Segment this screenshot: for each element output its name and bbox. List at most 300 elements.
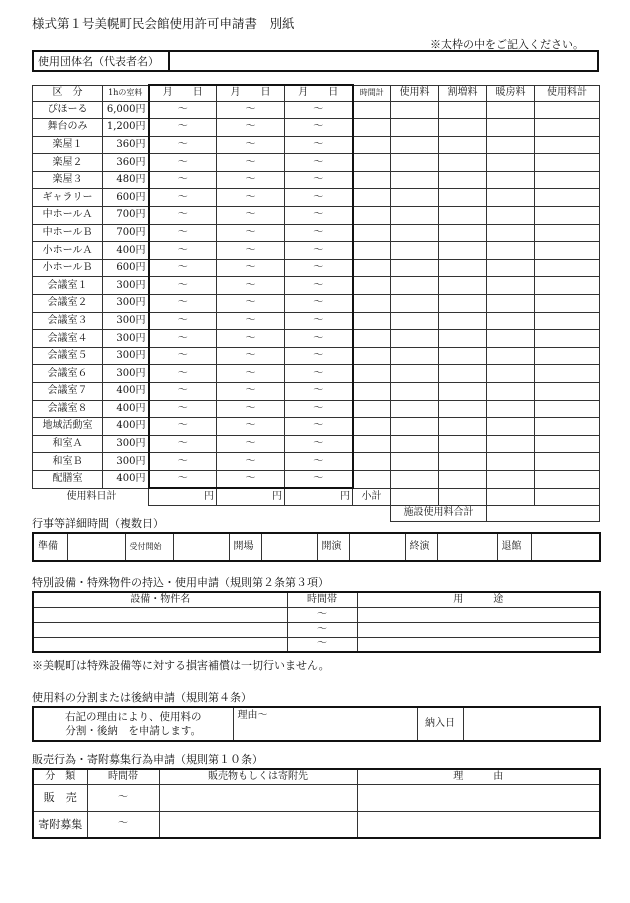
room-date-3[interactable]: 〜	[285, 365, 353, 383]
room-date-1[interactable]: 〜	[149, 119, 217, 137]
room-surcharge	[439, 119, 487, 137]
room-date-3[interactable]: 〜	[285, 435, 353, 453]
room-time-total	[353, 453, 391, 471]
room-row	[33, 207, 600, 225]
room-date-2[interactable]: 〜	[217, 330, 285, 348]
equipment-row	[33, 637, 600, 652]
room-heating	[487, 101, 535, 119]
payment-reason-label: 理由〜	[237, 710, 268, 721]
room-date-1[interactable]: 〜	[149, 242, 217, 260]
sales-reason-donation[interactable]	[357, 811, 600, 838]
room-heating	[487, 330, 535, 348]
room-time-total	[353, 330, 391, 348]
equipment-time-cell[interactable]: 〜	[287, 607, 357, 622]
room-fee-total	[535, 259, 600, 277]
room-date-2[interactable]: 〜	[217, 259, 285, 277]
room-fee-total	[535, 383, 600, 401]
room-date-3[interactable]: 〜	[285, 224, 353, 242]
room-date-3[interactable]: 〜	[285, 295, 353, 313]
header-category: 区 分	[33, 85, 103, 101]
room-hourly-rate: 400円	[103, 242, 149, 260]
header-date-1: 月 日	[149, 85, 217, 101]
room-heating	[487, 189, 535, 207]
equipment-name-cell[interactable]	[33, 622, 287, 637]
room-surcharge	[439, 365, 487, 383]
room-date-2[interactable]: 〜	[217, 295, 285, 313]
room-surcharge	[439, 189, 487, 207]
room-heating	[487, 453, 535, 471]
room-date-1[interactable]: 〜	[149, 207, 217, 225]
room-name: 小ホールＡ	[33, 242, 103, 260]
equipment-name-cell[interactable]	[33, 607, 287, 622]
room-date-3[interactable]: 〜	[285, 383, 353, 401]
equipment-time-cell[interactable]: 〜	[287, 637, 357, 652]
room-surcharge	[439, 312, 487, 330]
room-hourly-rate: 600円	[103, 259, 149, 277]
room-date-1[interactable]: 〜	[149, 277, 217, 295]
room-date-2[interactable]: 〜	[217, 119, 285, 137]
room-date-3[interactable]: 〜	[285, 207, 353, 225]
room-date-2[interactable]: 〜	[217, 136, 285, 154]
room-hourly-rate: 480円	[103, 171, 149, 189]
room-date-3[interactable]: 〜	[285, 154, 353, 172]
room-time-total	[353, 224, 391, 242]
room-surcharge	[439, 224, 487, 242]
sales-time-donation[interactable]: 〜	[87, 811, 159, 838]
room-surcharge	[439, 453, 487, 471]
sales-header-reason: 理 由	[357, 769, 600, 784]
room-time-total	[353, 207, 391, 225]
room-date-2[interactable]: 〜	[217, 242, 285, 260]
equipment-purpose-cell[interactable]	[357, 622, 600, 637]
subtotal-total	[535, 488, 600, 505]
room-surcharge	[439, 259, 487, 277]
room-name: 会議室２	[33, 295, 103, 313]
sales-row-sale	[33, 784, 600, 811]
sales-row-donation	[33, 811, 600, 838]
room-fee-total	[535, 330, 600, 348]
sales-header-item: 販売物もしくは寄附先	[159, 769, 357, 784]
room-row	[33, 418, 600, 436]
room-surcharge	[439, 383, 487, 401]
room-date-3[interactable]: 〜	[285, 119, 353, 137]
room-fee	[391, 101, 439, 119]
room-date-2[interactable]: 〜	[217, 400, 285, 418]
room-date-1[interactable]: 〜	[149, 312, 217, 330]
payment-request-text	[33, 707, 233, 741]
room-hourly-rate: 300円	[103, 453, 149, 471]
room-time-total	[353, 154, 391, 172]
room-name: 楽屋２	[33, 154, 103, 172]
equipment-purpose-cell[interactable]	[357, 607, 600, 622]
room-fee-total	[535, 136, 600, 154]
org-name-table	[32, 50, 599, 72]
room-hourly-rate: 700円	[103, 207, 149, 225]
sales-section-title: 販売行為・寄附募集行為申請（規則第１０条）	[32, 753, 263, 766]
event-label-reception: 受付開始	[125, 533, 173, 561]
equipment-time-cell[interactable]: 〜	[287, 622, 357, 637]
room-surcharge	[439, 470, 487, 488]
room-date-1[interactable]: 〜	[149, 400, 217, 418]
room-date-3[interactable]: 〜	[285, 312, 353, 330]
sales-category-sale: 販 売	[33, 784, 87, 811]
room-date-3[interactable]: 〜	[285, 101, 353, 119]
room-fee-total	[535, 119, 600, 137]
room-date-1[interactable]: 〜	[149, 470, 217, 488]
room-fee-total	[535, 101, 600, 119]
room-date-1[interactable]: 〜	[149, 383, 217, 401]
room-fee	[391, 312, 439, 330]
equipment-section-title: 特別設備・特殊物件の持込・使用申請（規則第２条第３項）	[32, 576, 329, 589]
room-hourly-rate: 300円	[103, 347, 149, 365]
room-date-2[interactable]: 〜	[217, 365, 285, 383]
room-surcharge	[439, 435, 487, 453]
room-surcharge	[439, 207, 487, 225]
room-date-2[interactable]: 〜	[217, 312, 285, 330]
room-time-total	[353, 383, 391, 401]
room-surcharge	[439, 347, 487, 365]
room-name: 会議室１	[33, 277, 103, 295]
event-label-doors: 開場	[229, 533, 261, 561]
usage-table	[32, 84, 600, 522]
room-heating	[487, 171, 535, 189]
room-row	[33, 435, 600, 453]
room-date-1[interactable]: 〜	[149, 295, 217, 313]
room-heating	[487, 470, 535, 488]
equipment-name-cell[interactable]	[33, 637, 287, 652]
room-fee	[391, 259, 439, 277]
room-surcharge	[439, 277, 487, 295]
room-fee	[391, 171, 439, 189]
room-fee	[391, 189, 439, 207]
room-surcharge	[439, 101, 487, 119]
room-time-total	[353, 295, 391, 313]
org-name-label: 使用団体名（代表者名）	[33, 51, 169, 71]
room-date-1[interactable]: 〜	[149, 189, 217, 207]
room-row	[33, 171, 600, 189]
room-row	[33, 101, 600, 119]
room-name: 楽屋３	[33, 171, 103, 189]
payment-table	[32, 706, 601, 742]
room-time-total	[353, 136, 391, 154]
room-heating	[487, 435, 535, 453]
room-fee	[391, 400, 439, 418]
room-date-1[interactable]: 〜	[149, 171, 217, 189]
room-name: 配膳室	[33, 470, 103, 488]
room-date-2[interactable]: 〜	[217, 277, 285, 295]
equipment-header-purpose: 用 途	[357, 592, 600, 607]
equipment-purpose-cell[interactable]	[357, 637, 600, 652]
room-fee-total	[535, 418, 600, 436]
room-fee-total	[535, 347, 600, 365]
room-row	[33, 453, 600, 471]
room-date-2[interactable]: 〜	[217, 101, 285, 119]
room-fee-total	[535, 242, 600, 260]
room-date-2[interactable]: 〜	[217, 189, 285, 207]
room-name: 小ホールＢ	[33, 259, 103, 277]
room-name: 和室Ａ	[33, 435, 103, 453]
room-row	[33, 400, 600, 418]
room-heating	[487, 119, 535, 137]
room-heating	[487, 400, 535, 418]
room-time-total	[353, 312, 391, 330]
room-date-3[interactable]: 〜	[285, 470, 353, 488]
room-date-1[interactable]: 〜	[149, 365, 217, 383]
room-fee	[391, 295, 439, 313]
daily-total-3: 円	[285, 488, 353, 505]
room-surcharge	[439, 418, 487, 436]
room-hourly-rate: 400円	[103, 418, 149, 436]
room-surcharge	[439, 330, 487, 348]
event-field-reception[interactable]	[173, 533, 229, 561]
room-date-1[interactable]: 〜	[149, 453, 217, 471]
room-heating	[487, 347, 535, 365]
room-hourly-rate: 300円	[103, 277, 149, 295]
room-name: 会議室４	[33, 330, 103, 348]
room-row	[33, 277, 600, 295]
room-date-3[interactable]: 〜	[285, 242, 353, 260]
room-date-2[interactable]: 〜	[217, 453, 285, 471]
room-time-total	[353, 470, 391, 488]
room-date-3[interactable]: 〜	[285, 347, 353, 365]
room-hourly-rate: 700円	[103, 224, 149, 242]
room-time-total	[353, 189, 391, 207]
room-date-3[interactable]: 〜	[285, 189, 353, 207]
room-surcharge	[439, 242, 487, 260]
room-fee-total	[535, 470, 600, 488]
room-surcharge	[439, 171, 487, 189]
event-field-start[interactable]	[349, 533, 405, 561]
room-fee	[391, 453, 439, 471]
room-fee	[391, 435, 439, 453]
room-fee	[391, 224, 439, 242]
room-fee-total	[535, 295, 600, 313]
room-hourly-rate: 300円	[103, 435, 149, 453]
room-date-2[interactable]: 〜	[217, 383, 285, 401]
equipment-header-name: 設備・物件名	[33, 592, 287, 607]
sales-item-sale[interactable]	[159, 784, 357, 811]
header-date-3: 月 日	[285, 85, 353, 101]
room-row	[33, 119, 600, 137]
room-fee	[391, 136, 439, 154]
equipment-table	[32, 591, 601, 653]
room-row	[33, 347, 600, 365]
room-row	[33, 189, 600, 207]
room-date-1[interactable]: 〜	[149, 418, 217, 436]
room-time-total	[353, 101, 391, 119]
room-row	[33, 224, 600, 242]
event-label-end: 終演	[405, 533, 437, 561]
room-hourly-rate: 360円	[103, 154, 149, 172]
equipment-row	[33, 622, 600, 637]
payment-date-label: 納入日	[417, 707, 463, 741]
event-section-title: 行事等詳細時間（複数日）	[32, 517, 164, 530]
room-name: 中ホールＡ	[33, 207, 103, 225]
header-fee-total: 使用料計	[535, 85, 600, 101]
room-heating	[487, 207, 535, 225]
room-time-total	[353, 171, 391, 189]
sales-reason-sale[interactable]	[357, 784, 600, 811]
room-hourly-rate: 300円	[103, 365, 149, 383]
room-date-2[interactable]: 〜	[217, 435, 285, 453]
room-name: 会議室７	[33, 383, 103, 401]
room-surcharge	[439, 136, 487, 154]
event-field-end[interactable]	[437, 533, 497, 561]
event-label-start: 開演	[317, 533, 349, 561]
room-heating	[487, 154, 535, 172]
room-date-3[interactable]: 〜	[285, 171, 353, 189]
room-date-1[interactable]: 〜	[149, 259, 217, 277]
room-date-3[interactable]: 〜	[285, 453, 353, 471]
room-fee	[391, 330, 439, 348]
room-date-3[interactable]: 〜	[285, 259, 353, 277]
usage-table-header	[33, 85, 600, 101]
room-hourly-rate: 400円	[103, 400, 149, 418]
room-surcharge	[439, 154, 487, 172]
room-row	[33, 259, 600, 277]
room-date-2[interactable]: 〜	[217, 171, 285, 189]
event-time-table	[32, 532, 601, 562]
room-heating	[487, 224, 535, 242]
header-heating: 暖房料	[487, 85, 535, 101]
room-time-total	[353, 277, 391, 295]
daily-total-label: 使用料日計	[33, 488, 149, 505]
room-date-2[interactable]: 〜	[217, 470, 285, 488]
room-fee	[391, 347, 439, 365]
room-date-2[interactable]: 〜	[217, 207, 285, 225]
room-time-total	[353, 400, 391, 418]
room-hourly-rate: 1,200円	[103, 119, 149, 137]
subtotal-heating	[487, 488, 535, 505]
room-date-3[interactable]: 〜	[285, 277, 353, 295]
room-date-3[interactable]: 〜	[285, 418, 353, 436]
room-hourly-rate: 400円	[103, 383, 149, 401]
room-time-total	[353, 347, 391, 365]
sales-time-sale[interactable]: 〜	[87, 784, 159, 811]
room-fee-total	[535, 224, 600, 242]
room-fee-total	[535, 435, 600, 453]
event-field-doors[interactable]	[261, 533, 317, 561]
room-fee-total	[535, 171, 600, 189]
room-name: 会議室８	[33, 400, 103, 418]
event-field-leave[interactable]	[531, 533, 600, 561]
subtotal-label: 小計	[353, 488, 391, 505]
room-date-3[interactable]: 〜	[285, 136, 353, 154]
room-row	[33, 383, 600, 401]
room-heating	[487, 277, 535, 295]
room-date-1[interactable]: 〜	[149, 224, 217, 242]
event-label-prep: 準備	[33, 533, 67, 561]
header-hourly-rate: 1hの室料	[103, 85, 149, 101]
room-fee	[391, 365, 439, 383]
room-heating	[487, 242, 535, 260]
room-date-1[interactable]: 〜	[149, 435, 217, 453]
room-heating	[487, 312, 535, 330]
room-row	[33, 295, 600, 313]
payment-request-line-1: 右記の理由により、使用料の	[65, 710, 202, 723]
payment-reason-field[interactable]	[233, 707, 417, 741]
room-fee-total	[535, 277, 600, 295]
room-date-1[interactable]: 〜	[149, 154, 217, 172]
header-time-total: 時間計	[353, 85, 391, 101]
sales-header-category: 分 類	[33, 769, 87, 784]
room-heating	[487, 136, 535, 154]
subtotal-fee	[391, 488, 439, 505]
event-field-prep[interactable]	[67, 533, 125, 561]
sales-category-donation: 寄附募集	[33, 811, 87, 838]
room-row	[33, 312, 600, 330]
room-hourly-rate: 600円	[103, 189, 149, 207]
room-fee-total	[535, 312, 600, 330]
room-date-2[interactable]: 〜	[217, 347, 285, 365]
room-heating	[487, 418, 535, 436]
room-fee-total	[535, 207, 600, 225]
room-hourly-rate: 360円	[103, 136, 149, 154]
room-date-1[interactable]: 〜	[149, 101, 217, 119]
document-title: 様式第１号美幌町民会館使用許可申請書 別紙	[32, 16, 295, 31]
room-heating	[487, 383, 535, 401]
room-fee	[391, 470, 439, 488]
event-label-leave: 退館	[497, 533, 531, 561]
room-fee	[391, 383, 439, 401]
room-fee	[391, 207, 439, 225]
room-name: 中ホールＢ	[33, 224, 103, 242]
room-fee-total	[535, 154, 600, 172]
room-time-total	[353, 242, 391, 260]
org-name-field[interactable]	[169, 51, 598, 71]
room-date-3[interactable]: 〜	[285, 330, 353, 348]
room-name: ぴほーる	[33, 101, 103, 119]
sales-table	[32, 768, 601, 839]
room-date-1[interactable]: 〜	[149, 347, 217, 365]
header-date-2: 月 日	[217, 85, 285, 101]
room-date-2[interactable]: 〜	[217, 154, 285, 172]
room-date-1[interactable]: 〜	[149, 136, 217, 154]
equipment-disclaimer: ※美幌町は特殊設備等に対する損害補償は一切行いません。	[32, 659, 330, 672]
room-row	[33, 470, 600, 488]
room-hourly-rate: 300円	[103, 312, 149, 330]
daily-total-1: 円	[149, 488, 217, 505]
room-fee	[391, 242, 439, 260]
room-name: 舞台のみ	[33, 119, 103, 137]
room-name: 会議室５	[33, 347, 103, 365]
header-surcharge: 割増料	[439, 85, 487, 101]
room-fee-total	[535, 453, 600, 471]
room-date-2[interactable]: 〜	[217, 224, 285, 242]
room-fee	[391, 418, 439, 436]
room-name: 楽屋１	[33, 136, 103, 154]
payment-date-field[interactable]	[463, 707, 600, 741]
payment-section-title: 使用料の分割または後納申請（規則第４条）	[32, 691, 252, 704]
room-row	[33, 330, 600, 348]
room-hourly-rate: 300円	[103, 330, 149, 348]
room-date-1[interactable]: 〜	[149, 330, 217, 348]
sales-header-time: 時間帯	[87, 769, 159, 784]
room-time-total	[353, 435, 391, 453]
facility-total-label: 施設使用料合計	[391, 505, 487, 521]
room-date-2[interactable]: 〜	[217, 418, 285, 436]
room-name: ギャラリー	[33, 189, 103, 207]
room-name: 和室Ｂ	[33, 453, 103, 471]
room-fee	[391, 277, 439, 295]
room-time-total	[353, 418, 391, 436]
room-row	[33, 242, 600, 260]
header-fee: 使用料	[391, 85, 439, 101]
room-date-3[interactable]: 〜	[285, 400, 353, 418]
sales-item-donation[interactable]	[159, 811, 357, 838]
room-time-total	[353, 119, 391, 137]
equipment-header-time: 時間帯	[287, 592, 357, 607]
